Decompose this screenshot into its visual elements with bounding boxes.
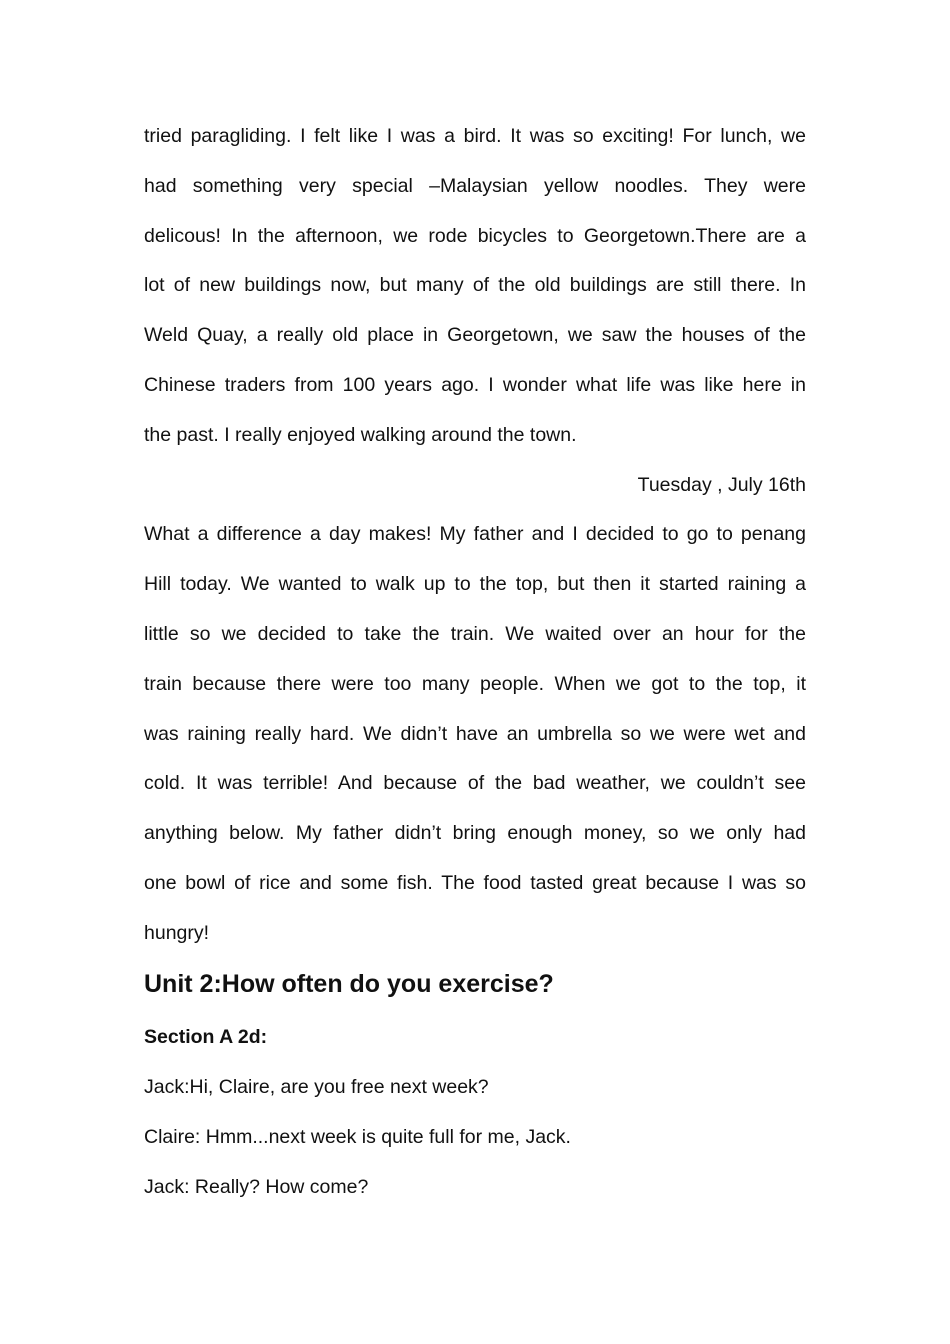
diary-paragraph-1 (144, 112, 806, 461)
text-line: train because there were too many people. When we got to the top, it (144, 672, 806, 695)
unit-heading: Unit 2:How often do you exercise? (144, 969, 554, 998)
diary-paragraph-2 (144, 510, 806, 958)
diary-date: Tuesday , July 16th (637, 473, 806, 496)
text-line: one bowl of rice and some fish. The food tasted great because I was so (144, 871, 806, 894)
text-line: anything below. My father didn’t bring enough money, so we only had (144, 822, 806, 845)
text-line: delicous! In the afternoon, we rode bicycles to Georgetown.There are a (144, 224, 806, 247)
text-line: tried paragliding. I felt like I was a bird. It was so exciting! For lunch, we (144, 125, 806, 147)
text-line: Weld Quay, a really old place in Georgetown, we saw the houses of the (144, 324, 806, 347)
document-page (144, 112, 806, 1202)
text-line: hungry! (144, 921, 210, 944)
dialogue-line: Jack:Hi, Claire, are you free next week? (144, 1075, 489, 1098)
text-line: the past. I really enjoyed walking around the town. (144, 423, 577, 446)
text-line: little so we decided to take the train. We waited over an hour for the (144, 622, 806, 645)
text-line: lot of new buildings now, but many of the old buildings are still there. In (144, 274, 806, 297)
text-line: had something very special –Malaysian yellow noodles. They were (144, 174, 806, 197)
text-line: was raining really hard. We didn’t have an umbrella so we were wet and (144, 722, 806, 745)
text-line: cold. It was terrible! And because of the bad weather, we couldn’t see (144, 772, 806, 795)
dialogue-line: Jack: Really? How come? (144, 1175, 369, 1198)
section-heading: Section A 2d: (144, 1025, 268, 1048)
text-line: Chinese traders from 100 years ago. I wonder what life was like here in (144, 373, 806, 396)
text-line: Hill today. We wanted to walk up to the top, but then it started raining a (144, 573, 806, 596)
text-line: What a difference a day makes! My father and I decided to go to penang (144, 523, 806, 546)
dialogue-line: Claire: Hmm...next week is quite full for me, Jack. (144, 1125, 571, 1148)
